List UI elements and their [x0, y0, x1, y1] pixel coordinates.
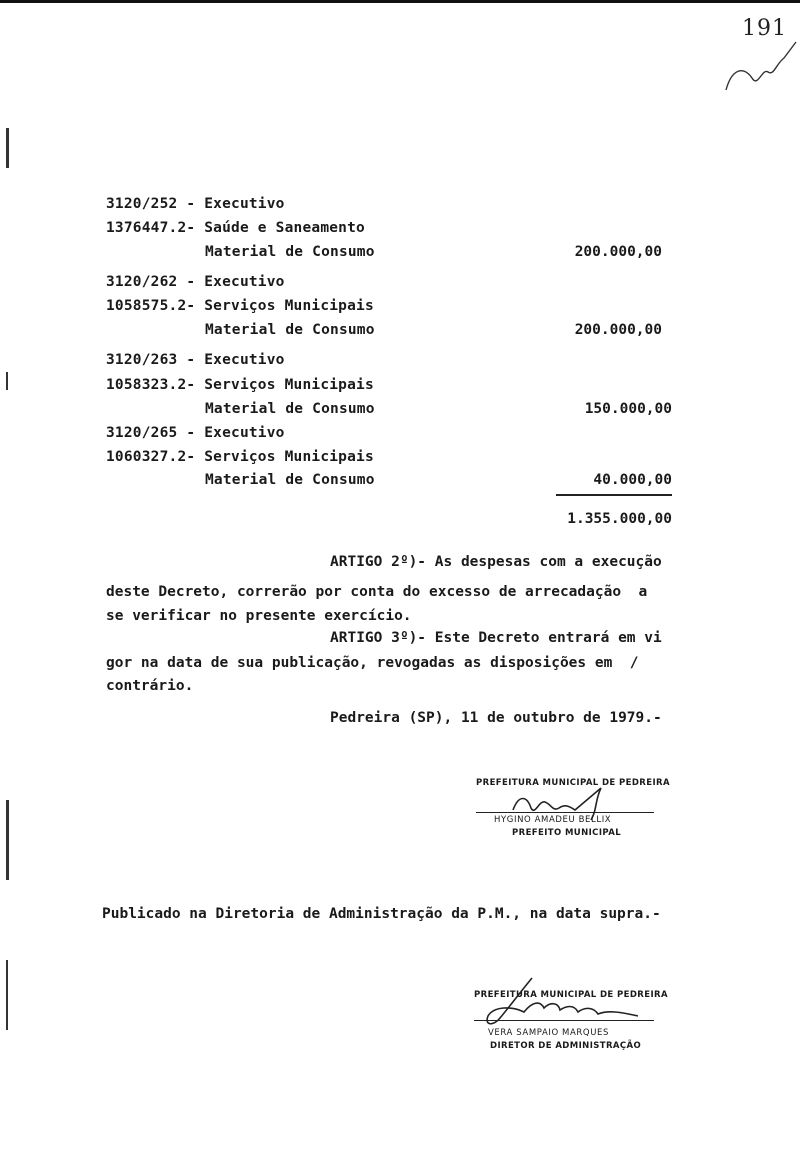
item-3-program: 1058323.2- Serviços Municipais — [106, 377, 374, 393]
mayor-signature-line — [476, 812, 654, 813]
mayor-stamp-header: PREFEITURA MUNICIPAL DE PEDREIRA — [476, 778, 670, 788]
item-4-account: 3120/265 - Executivo — [106, 425, 285, 441]
item-3-description: Material de Consumo — [205, 401, 375, 417]
item-4-program: 1060327.2- Serviços Municipais — [106, 449, 374, 465]
item-1-program: 1376447.2- Saúde e Saneamento — [106, 220, 365, 236]
scan-margin-mark — [6, 800, 9, 880]
item-2-description: Material de Consumo — [205, 322, 375, 338]
mayor-name: HYGINO AMADEU BELLIX — [494, 815, 612, 825]
director-title: DIRETOR DE ADMINISTRAÇÃO — [490, 1041, 642, 1051]
item-4-description: Material de Consumo — [205, 472, 375, 488]
director-name: VERA SAMPAIO MARQUES — [488, 1028, 609, 1038]
article-3-line-1: ARTIGO 3º)- Este Decreto entrará em vi — [330, 630, 662, 646]
item-3-account: 3120/263 - Executivo — [106, 352, 285, 368]
item-2-amount: 200.000,00 — [574, 322, 662, 338]
item-2-account: 3120/262 - Executivo — [106, 274, 285, 290]
director-signature — [470, 972, 660, 1030]
article-2-line-1: ARTIGO 2º)- As despesas com a execução — [330, 554, 662, 570]
page-number: 191 — [742, 16, 787, 41]
director-stamp-header: PREFEITURA MUNICIPAL DE PEDREIRA — [474, 990, 668, 1000]
mayor-title: PREFEITO MUNICIPAL — [512, 828, 622, 838]
item-4-amount: 40.000,00 — [593, 472, 672, 488]
article-3-line-3: contrário. — [106, 678, 194, 694]
date-line: Pedreira (SP), 11 de outubro de 1979.- — [330, 710, 662, 726]
item-1-amount: 200.000,00 — [574, 244, 662, 260]
scan-margin-mark — [6, 128, 9, 168]
item-1-account: 3120/252 - Executivo — [106, 196, 285, 212]
scan-margin-mark — [6, 960, 8, 1030]
item-2-program: 1058575.2- Serviços Municipais — [106, 298, 374, 314]
total-rule — [556, 494, 672, 496]
scan-margin-mark — [6, 372, 8, 390]
scan-top-edge — [0, 0, 800, 3]
item-1-description: Material de Consumo — [205, 244, 375, 260]
publication-line: Publicado na Diretoria de Administração da P.M., na data supra.- — [102, 906, 661, 922]
article-3-line-2: gor na data de sua publicação, revogadas as disposições em / — [106, 655, 639, 671]
article-2-line-3: se verificar no presente exercício. — [106, 608, 412, 624]
item-3-amount: 150.000,00 — [584, 401, 672, 417]
total-amount: 1.355.000,00 — [567, 511, 672, 527]
page-initials-scribble — [722, 38, 800, 98]
article-2-line-2: deste Decreto, correrão por conta do excesso de arrecadação a — [106, 584, 648, 600]
director-signature-line — [474, 1020, 654, 1021]
